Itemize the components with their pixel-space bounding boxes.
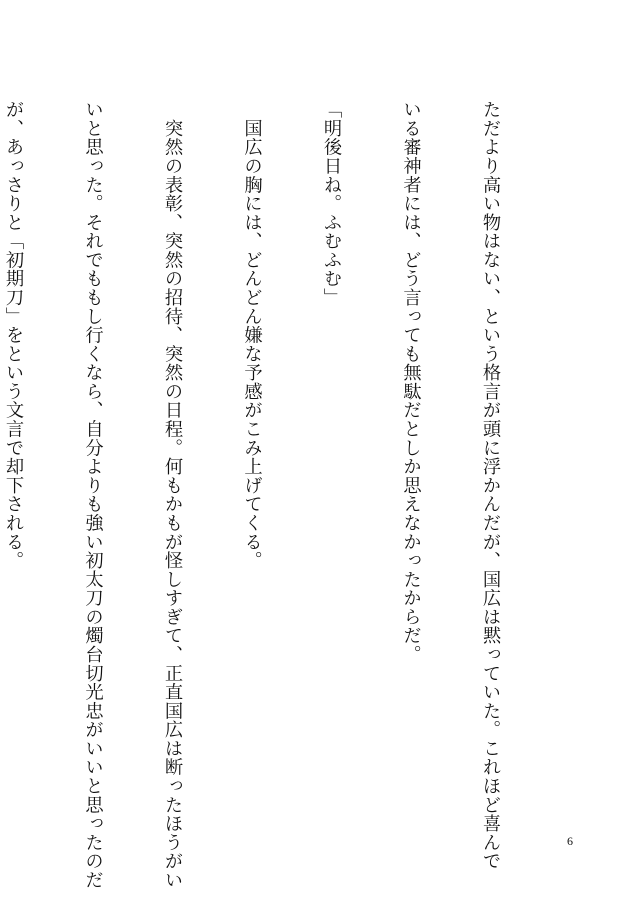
text-line: が、あっさりと「初期刀」をという文言で却下される。 (3, 100, 24, 570)
text-line: いる審神者には、どう言っても無駄だとしか思えなかったからだ。 (400, 100, 422, 664)
text-line: ただより高い物はない、という格言が頭に浮かんだが、国広は黙っていた。これほど喜んで (480, 100, 501, 871)
text-line: いと思った。それでももし行くなら、自分よりも強い初太刀の燭台切光忠がいいと思ったのだ (82, 100, 104, 890)
text-line: 「明後日ね。ふむふむ」 (321, 100, 342, 307)
page-number: 6 (567, 834, 573, 848)
body-text (0, 100, 556, 890)
text-line: 突然の表彰、突然の招待、突然の日程。何もかもが怪しすぎて、正直国広は断ったほうがい (162, 100, 183, 890)
text-line: 国広の胸には、どんどん嫌な予感がこみ上げてくる。 (241, 100, 263, 570)
